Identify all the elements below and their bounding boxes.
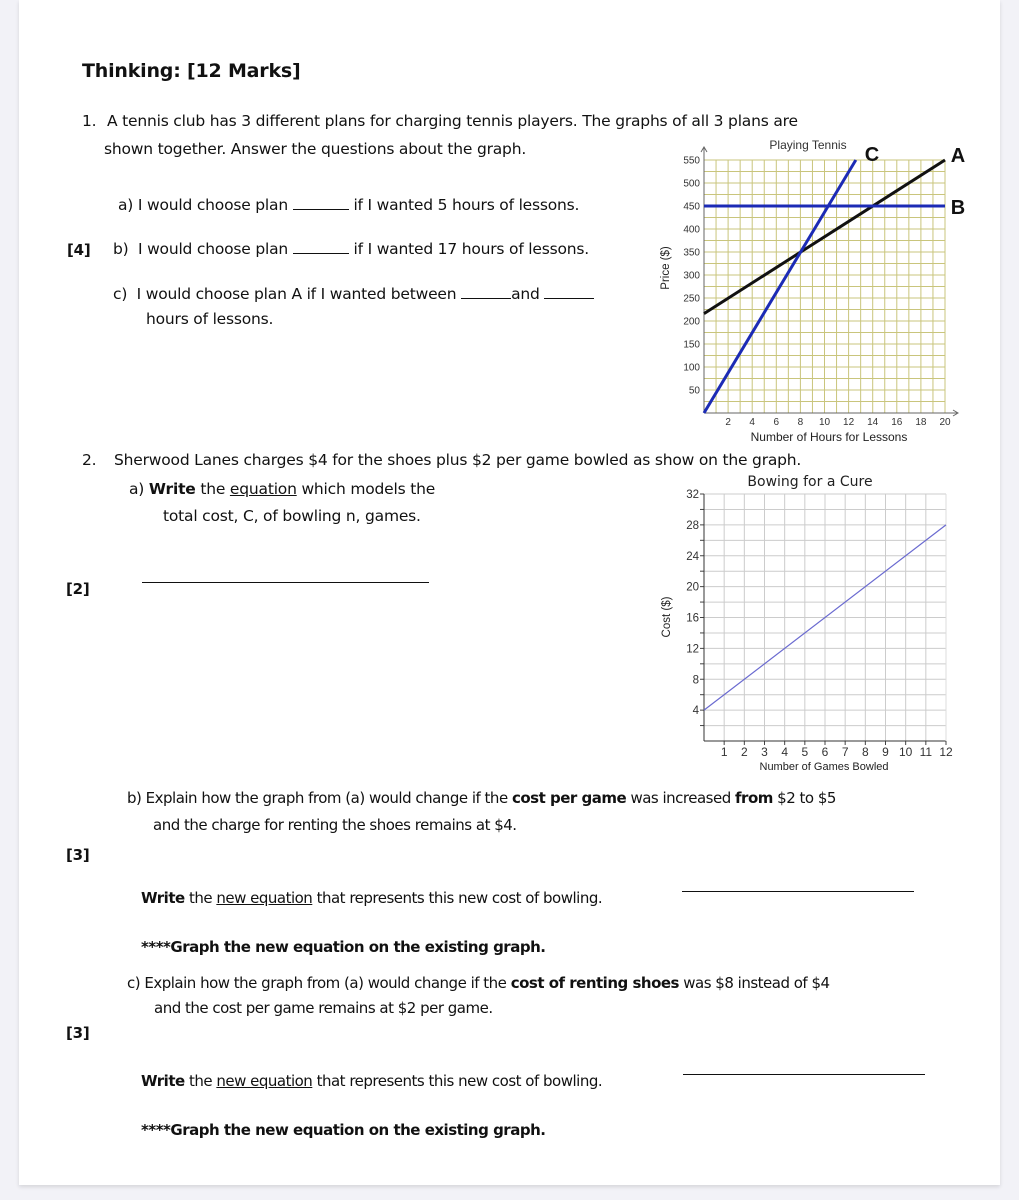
tennis-x-tick-label: 16	[891, 417, 903, 428]
q2c-write-bold: Write	[141, 1072, 185, 1090]
q1-marks: [4]	[67, 241, 91, 259]
q1c-label: c)	[113, 285, 128, 303]
bowling-x-tick-label: 12	[939, 745, 953, 759]
q2c-bold1: cost of renting shoes	[510, 974, 679, 992]
q2b-bold2: from	[735, 789, 773, 807]
q2a-text1: the	[200, 480, 226, 498]
tennis-series-label-b: B	[950, 197, 966, 219]
bowling-y-tick-label: 32	[686, 489, 699, 501]
q2a-marks: [2]	[66, 580, 90, 598]
bowling-x-tick-label: 1	[720, 745, 728, 759]
tennis-y-tick-label: 250	[683, 293, 700, 305]
q2b-p1: Explain how the graph from (a) would change if the	[145, 789, 508, 807]
q1-intro-line1: A tennis club has 3 different plans for charging tennis players. The graphs of all 3 plans are	[107, 112, 798, 130]
q1b-pre: I would choose plan	[137, 240, 289, 258]
q1a-label: a)	[118, 196, 134, 214]
tennis-x-tick-label: 2	[725, 417, 731, 428]
tennis-x-tick-label: 6	[773, 417, 780, 428]
bowling-x-tick-label: 9	[882, 745, 889, 759]
q2c-write-post: that represents this new cost of bowling.	[316, 1072, 603, 1090]
tennis-series-label-a: A	[950, 145, 966, 167]
q1b-post: if I wanted 17 hours of lessons.	[353, 240, 590, 258]
tennis-x-tick-label: 12	[843, 417, 855, 428]
q2c-label: c)	[127, 974, 141, 992]
bowling-x-tick-label: 2	[740, 745, 748, 759]
q2b-p2: was increased	[630, 789, 731, 807]
bowling-x-axis-label: Number of Games Bowled	[759, 761, 889, 773]
tennis-x-tick-label: 18	[915, 417, 927, 428]
q2a-bold: Write	[148, 480, 196, 498]
q2c-graph-instruction: ****Graph the new equation on the existing graph.	[141, 1121, 546, 1139]
bowling-x-tick-label: 10	[898, 745, 913, 759]
tennis-grid	[701, 147, 958, 416]
q2b-write-bold: Write	[141, 889, 185, 907]
tennis-chart-title: Playing Tennis	[769, 138, 847, 152]
q2c-line2: and the cost per game remains at $2 per game.	[154, 999, 493, 1017]
q2b-line2: and the charge for renting the shoes remains at $4.	[153, 816, 517, 834]
tennis-x-tick-label: 10	[818, 417, 831, 428]
tennis-y-tick-label: 150	[683, 339, 700, 351]
bowling-y-tick-label: 8	[692, 674, 699, 687]
q1c-line2: hours of lessons.	[146, 310, 274, 328]
q2b-label: b)	[127, 789, 142, 807]
bowling-x-tick-label: 8	[861, 745, 869, 759]
section-title: Thinking: [12 Marks]	[82, 60, 301, 82]
q2-number: 2.	[82, 451, 97, 469]
q2b-bold1: cost per game	[511, 789, 627, 807]
q1a-pre: I would choose plan	[137, 196, 288, 214]
tennis-y-tick-label: 200	[683, 316, 700, 328]
tennis-y-tick-label: 350	[683, 247, 700, 259]
q2b-marks: [3]	[66, 846, 90, 864]
q1c-mid: and	[511, 285, 540, 303]
q2-intro: Sherwood Lanes charges $4 for the shoes plus $2 per game bowled as show on the graph.	[114, 451, 802, 469]
bowling-y-tick-label: 12	[686, 643, 699, 656]
q2a-label: a)	[129, 480, 145, 498]
tennis-y-tick-label: 550	[683, 155, 700, 167]
q2b-p3: $2 to $5	[777, 789, 836, 807]
q2b-graph-instruction: ****Graph the new equation on the existing graph.	[141, 938, 546, 956]
q2b-write-post: that represents this new cost of bowling.	[316, 889, 603, 907]
q2c-marks: [3]	[66, 1024, 90, 1042]
q2c-p2: was $8 instead of $4	[683, 974, 830, 992]
bowling-y-axis-label: Cost ($)	[661, 596, 673, 638]
tennis-y-tick-label: 400	[683, 224, 700, 236]
tennis-y-axis-label: Price ($)	[660, 246, 672, 290]
tennis-x-tick-label: 14	[867, 417, 879, 428]
tennis-y-tick-label: 500	[683, 178, 700, 190]
tennis-x-tick-label: 4	[749, 417, 755, 428]
bowling-ticks	[686, 489, 953, 759]
bowling-x-tick-label: 6	[821, 745, 829, 759]
q2a-text2: which models the	[301, 480, 436, 498]
bowling-y-tick-label: 4	[692, 705, 699, 718]
tennis-y-tick-label: 100	[683, 362, 700, 374]
tennis-series-label-c: C	[864, 144, 880, 166]
tennis-y-tick-label: 300	[683, 270, 700, 282]
tennis-y-tick-label: 450	[683, 201, 700, 213]
bowling-x-tick-label: 11	[919, 745, 933, 759]
q2c-write-underlined: new equation	[216, 1072, 313, 1090]
bowling-y-tick-label: 28	[686, 519, 699, 532]
tennis-ticks	[683, 156, 951, 429]
bowling-y-tick-label: 24	[686, 550, 699, 563]
q2b-write-pre: the	[188, 889, 213, 907]
q1-intro-line2: shown together. Answer the questions about the graph.	[104, 140, 527, 158]
tennis-x-axis-label: Number of Hours for Lessons	[750, 430, 908, 444]
bowling-x-tick-label: 5	[801, 745, 809, 759]
bowling-chart-title: Bowing for a Cure	[747, 474, 873, 490]
q1a-post: if I wanted 5 hours of lessons.	[353, 196, 580, 214]
bowling-x-tick-label: 7	[841, 745, 849, 759]
q1b-label: b)	[113, 240, 129, 258]
tennis-y-tick-label: 50	[688, 385, 700, 397]
q2c-write-pre: the	[188, 1072, 213, 1090]
q1-number: 1.	[82, 112, 97, 130]
tennis-x-tick-label: 20	[939, 417, 951, 428]
q2a-line2: total cost, C, of bowling n, games.	[163, 507, 421, 525]
bowling-x-tick-label: 3	[761, 745, 768, 759]
bowling-y-tick-label: 20	[686, 581, 699, 594]
q2a-underlined: equation	[229, 480, 297, 498]
q2c-p1: Explain how the graph from (a) would change if the	[144, 974, 507, 992]
q2b-write-underlined: new equation	[216, 889, 313, 907]
bowling-x-tick-label: 4	[781, 745, 789, 759]
tennis-x-tick-label: 8	[797, 417, 804, 428]
q1c-pre: I would choose plan A if I wanted between	[136, 285, 457, 303]
bowling-y-tick-label: 16	[686, 612, 699, 625]
